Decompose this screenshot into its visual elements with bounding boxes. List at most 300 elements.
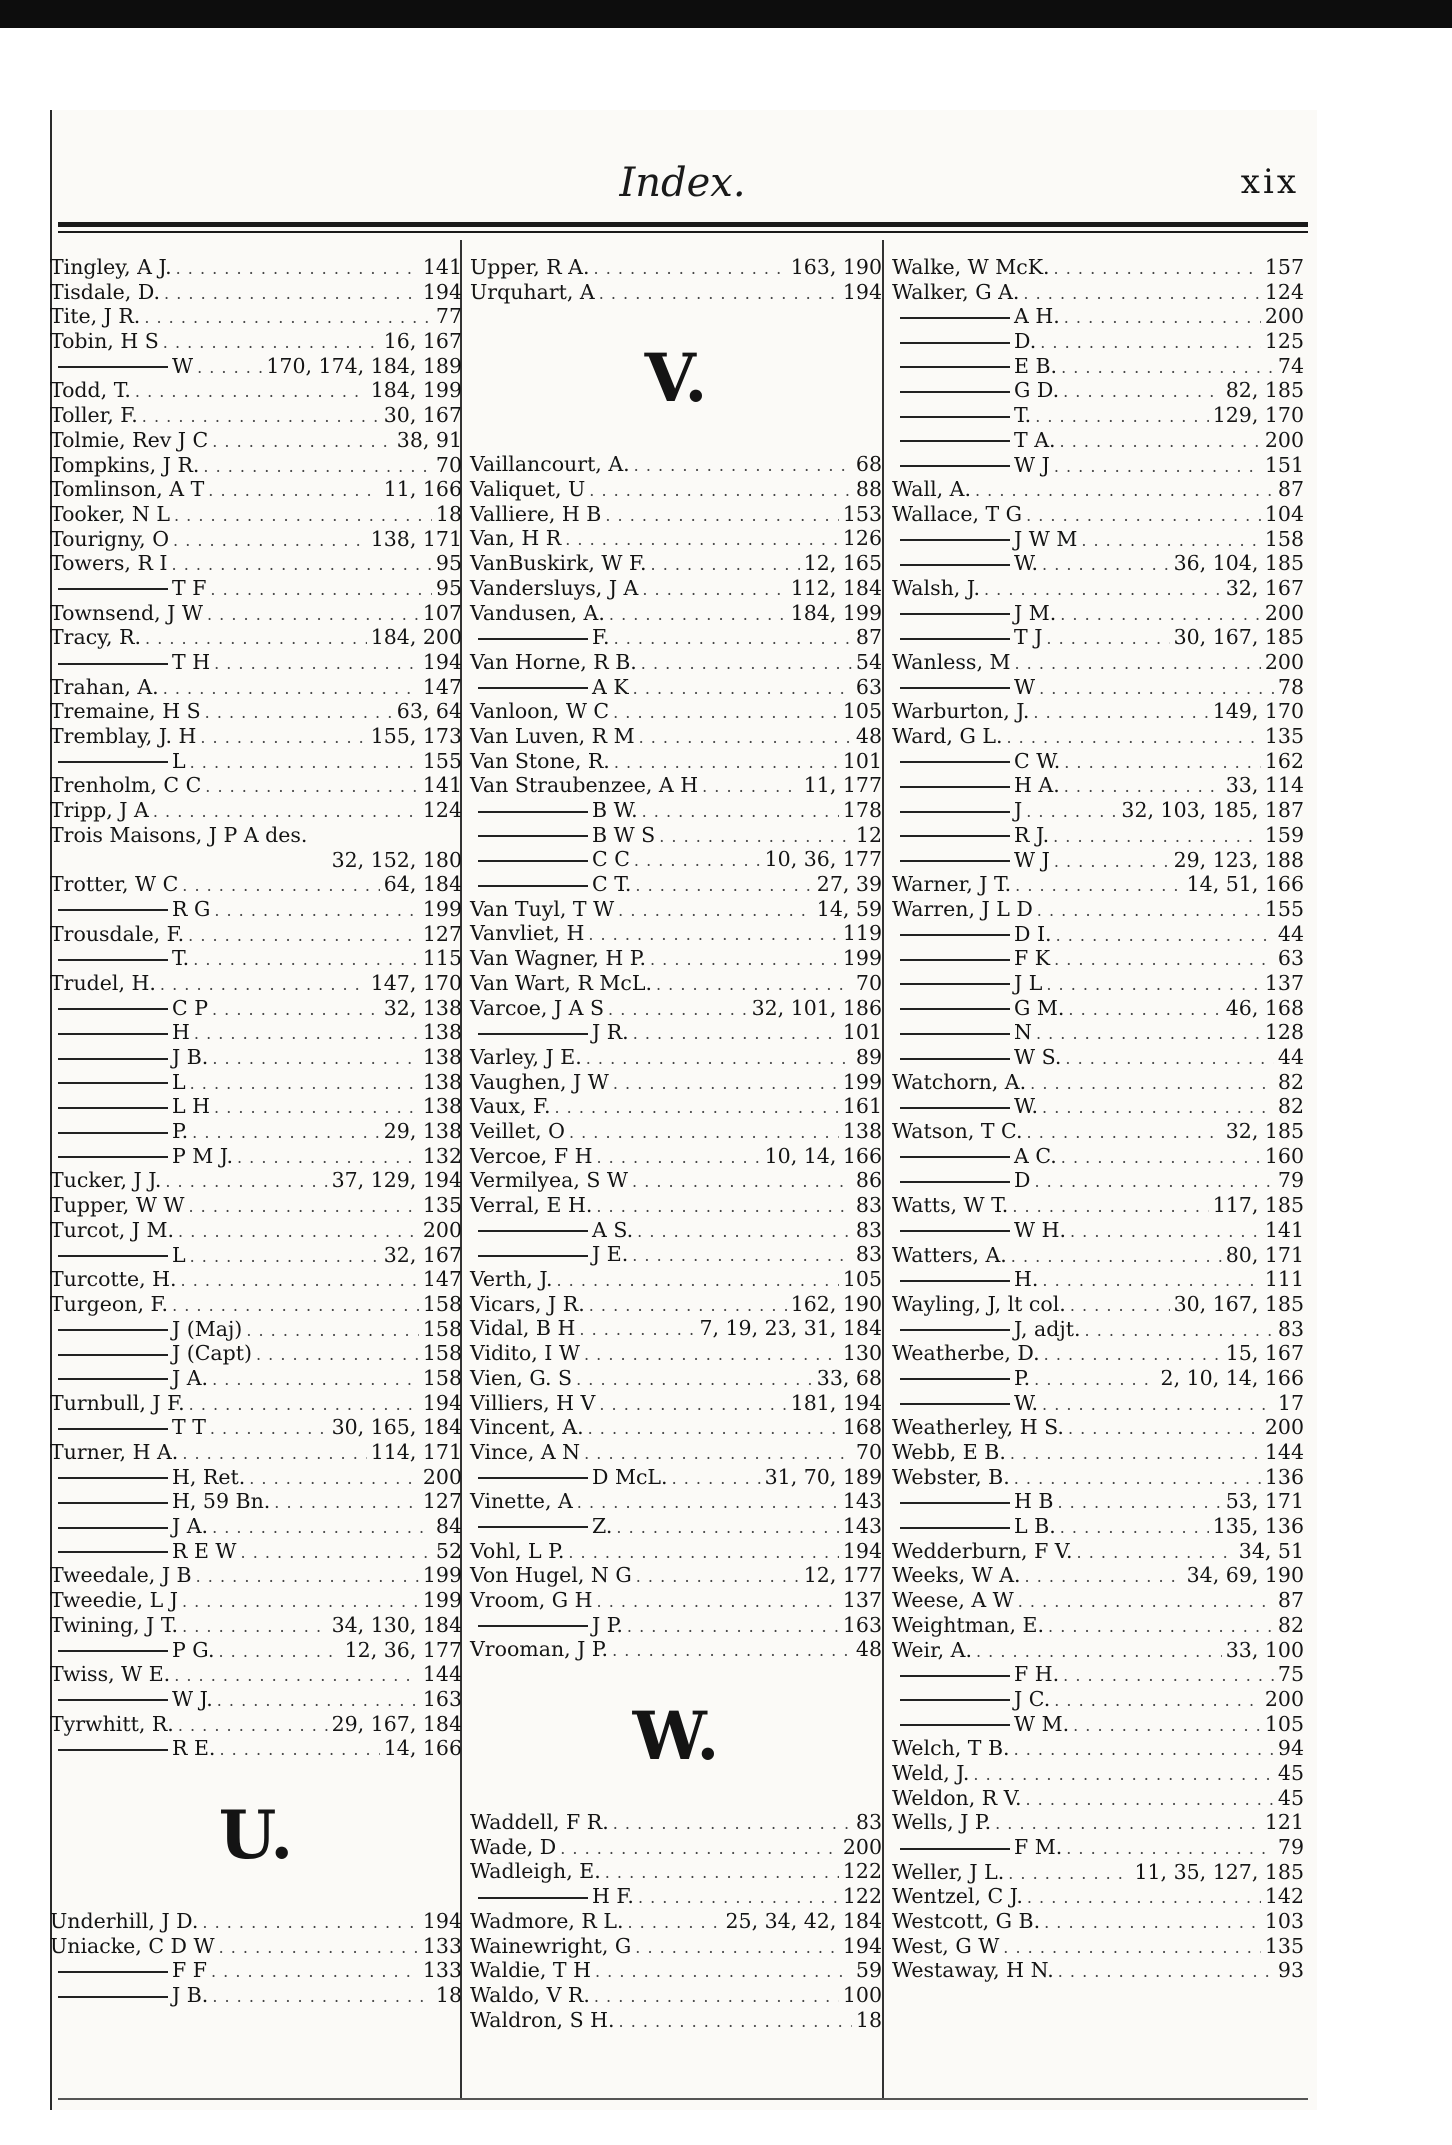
entry-pages: 70 (435, 452, 462, 477)
leader-dots (174, 1664, 419, 1689)
index-entry (470, 1242, 882, 1267)
entry-pages: 64, 184 (383, 872, 462, 897)
index-entry (470, 1316, 882, 1341)
index-entry (892, 675, 1304, 700)
index-entry (50, 551, 462, 576)
leader-dots (1034, 1170, 1273, 1195)
entry-name: A K (592, 674, 629, 699)
leader-dots (189, 1393, 419, 1418)
entry-pages: 147, 170 (370, 970, 462, 995)
leader-dots (1064, 775, 1222, 800)
entry-name: Vroom, G H (470, 1588, 593, 1612)
entry-pages: 184, 199 (370, 378, 462, 403)
ditto-dash (900, 1378, 1010, 1380)
index-entry (470, 749, 882, 774)
entry-pages: 77 (435, 304, 462, 329)
entry-pages: 127 (422, 921, 462, 946)
index-entry (470, 1144, 882, 1169)
leader-dots (569, 1121, 839, 1146)
entry-pages: 199 (842, 1069, 882, 1094)
ditto-dash (58, 1551, 168, 1553)
leader-dots (172, 1294, 419, 1319)
entry-name: Wainewright, G (470, 1933, 632, 1958)
entry-name: Tremaine, H S (50, 699, 201, 724)
ditto-dash (900, 416, 1010, 418)
entry-name: L (172, 748, 186, 773)
index-entry (50, 354, 462, 379)
leader-dots (193, 948, 419, 973)
entry-pages: 82, 185 (1225, 378, 1304, 403)
entry-pages: 17 (1277, 1390, 1304, 1415)
entry-name: Villiers, H V (470, 1390, 596, 1415)
index-entry (892, 897, 1304, 922)
entry-name: Vohl, L P. (470, 1538, 565, 1563)
leader-dots (976, 1640, 1222, 1665)
header-rule-thick (58, 222, 1308, 227)
ditto-dash (900, 539, 1010, 541)
leader-dots (1053, 825, 1261, 850)
ditto-dash (900, 613, 1010, 615)
entry-pages: 161 (842, 1094, 882, 1119)
entry-pages: 155 (1264, 896, 1304, 921)
leader-dots (1034, 1368, 1156, 1393)
leader-dots (634, 454, 852, 479)
entry-name: Watson, T C. (892, 1119, 1023, 1144)
entry-name: Turcotte, H. (50, 1267, 177, 1292)
entry-name: F F (172, 1958, 207, 1983)
entry-pages: 86 (855, 1168, 882, 1193)
entry-name: J (Maj) (172, 1316, 243, 1341)
index-entry (892, 1243, 1304, 1268)
leader-dots (627, 1911, 721, 1936)
entry-pages: 12, 165 (803, 551, 882, 576)
leader-dots (153, 800, 419, 825)
entry-pages: 194 (842, 1933, 882, 1958)
ditto-dash (58, 1156, 168, 1158)
ditto-dash (900, 1156, 1010, 1158)
entry-name: P G. (172, 1637, 215, 1662)
entry-pages: 30, 167, 185 (1173, 1291, 1304, 1316)
ditto-dash (900, 934, 1010, 936)
leader-dots (274, 1491, 419, 1516)
index-entry (892, 724, 1304, 749)
entry-name: Valliere, H B (470, 501, 602, 526)
entry-pages: 37, 129, 194 (331, 1168, 462, 1193)
index-entry (892, 1415, 1304, 1440)
entry-name: W (172, 353, 194, 378)
entry-pages: 63 (855, 674, 882, 699)
entry-name: Todd, T. (50, 378, 131, 403)
index-entry (50, 1366, 462, 1391)
index-entry (50, 1514, 462, 1539)
entry-pages: 103 (1264, 1909, 1304, 1934)
entry-pages: 63 (1277, 946, 1304, 971)
entry-name: Weldon, R V. (892, 1785, 1022, 1810)
index-entry (50, 1958, 462, 1983)
ditto-dash (58, 1082, 168, 1084)
leader-dots (595, 1960, 852, 1985)
entry-name: Vandusen, A. (470, 600, 605, 625)
leader-dots (1044, 1343, 1222, 1368)
leader-dots (560, 1837, 839, 1862)
leader-dots (1023, 282, 1260, 307)
entry-pages: 78 (1277, 674, 1304, 699)
entry-name: D. (1014, 329, 1037, 354)
entry-pages: 129, 170 (1212, 403, 1304, 428)
index-entry (470, 971, 882, 996)
index-entry (470, 477, 882, 502)
entry-name: Tolmie, Rev J C (50, 427, 209, 452)
index-entry (470, 897, 882, 922)
leader-dots (1015, 874, 1182, 899)
index-column-3 (892, 255, 1304, 1983)
index-entry (892, 304, 1304, 329)
leader-dots (164, 282, 419, 307)
entry-pages: 159 (1264, 822, 1304, 847)
leader-dots (1085, 1319, 1274, 1344)
index-entry (470, 996, 882, 1021)
entry-name: Tompkins, J R. (50, 452, 200, 477)
index-entry (892, 255, 1304, 280)
entry-pages: 70 (855, 1439, 882, 1464)
index-entry (470, 1366, 882, 1391)
entry-pages: 53, 171 (1225, 1489, 1304, 1514)
entry-name: Van Tuyl, T W (470, 896, 615, 921)
entry-pages: 200 (1264, 427, 1304, 452)
entry-name: J W M (1014, 526, 1078, 551)
leader-dots (1046, 973, 1261, 998)
entry-pages: 32, 138 (383, 995, 462, 1020)
leader-dots (641, 652, 852, 677)
entry-pages: 33, 100 (1225, 1637, 1304, 1662)
entry-pages: 158 (1264, 526, 1304, 551)
leader-dots (1070, 1220, 1261, 1245)
leader-dots (165, 1170, 327, 1195)
entry-name: Walker, G A. (892, 279, 1020, 304)
entry-pages: 101 (842, 748, 882, 773)
entry-pages: 119 (842, 921, 882, 946)
index-entry (892, 650, 1304, 675)
ditto-dash (900, 1230, 1010, 1232)
entry-pages: 15, 167 (1225, 1341, 1304, 1366)
ditto-dash (58, 1008, 168, 1010)
entry-pages: 70 (855, 970, 882, 995)
entry-pages: 25, 34, 42, 184 (725, 1908, 882, 1933)
leader-dots (656, 973, 852, 998)
entry-name: Watts, W T. (892, 1193, 1009, 1218)
entry-name: Warren, J L D (892, 896, 1033, 921)
ditto-dash (900, 860, 1010, 862)
entry-name: E B. (1014, 353, 1058, 378)
entry-name: D (1014, 1168, 1031, 1193)
entry-pages: 75 (1277, 1662, 1304, 1687)
entry-pages: 27, 39 (816, 872, 882, 897)
leader-dots (1077, 1541, 1235, 1566)
leader-dots (190, 751, 419, 776)
leader-dots (173, 529, 367, 554)
entry-name: Turnbull, J F. (50, 1390, 185, 1415)
index-entry (892, 1563, 1304, 1588)
index-entry (470, 1909, 882, 1934)
entry-name: Z. (592, 1513, 613, 1538)
entry-name: Underhill, J D. (50, 1908, 199, 1933)
ditto-dash (58, 1502, 168, 1504)
entry-pages: 52 (435, 1538, 462, 1563)
index-entry (892, 428, 1304, 453)
entry-pages: 34, 69, 190 (1186, 1563, 1304, 1588)
leader-dots (144, 306, 432, 331)
index-entry (892, 749, 1304, 774)
leader-dots (196, 1565, 419, 1590)
index-entry (50, 1341, 462, 1366)
index-entry (50, 724, 462, 749)
leader-dots (1044, 1911, 1261, 1936)
entry-pages: 82 (1277, 1094, 1304, 1119)
entry-name: R E. (172, 1736, 216, 1761)
entry-pages: 181, 194 (790, 1390, 882, 1415)
entry-pages: 151 (1264, 452, 1304, 477)
entry-pages: 18 (435, 1983, 462, 2007)
leader-dots (135, 380, 367, 405)
leader-dots (642, 800, 839, 825)
entry-name: N (1014, 1020, 1032, 1045)
leader-dots (975, 479, 1274, 504)
entry-pages: 87 (1277, 477, 1304, 502)
entry-pages: 200 (1264, 600, 1304, 625)
index-entry (50, 280, 462, 305)
entry-name: Tripp, J A (50, 798, 149, 823)
leader-dots (619, 2010, 852, 2035)
ditto-dash (58, 1354, 168, 1356)
ditto-dash (900, 811, 1010, 813)
entry-pages: 29, 123, 188 (1173, 847, 1304, 872)
leader-dots (577, 1491, 839, 1516)
entry-pages: 143 (842, 1513, 882, 1538)
entry-pages: 141 (1264, 1217, 1304, 1242)
index-entry (892, 1539, 1304, 1564)
entry-pages: 200 (1264, 650, 1304, 674)
leader-dots (605, 1861, 839, 1886)
index-entry (892, 453, 1304, 478)
entry-pages: 162 (1264, 748, 1304, 773)
ditto-dash (900, 1058, 1010, 1060)
ditto-dash (900, 687, 1010, 689)
entry-pages: 194 (422, 279, 462, 304)
entry-name: J A. (172, 1365, 209, 1390)
leader-dots (609, 603, 787, 628)
entry-pages: 32, 167 (1225, 575, 1304, 600)
leader-dots (1011, 1245, 1222, 1270)
entry-pages: 143 (842, 1489, 882, 1514)
index-entry (470, 1218, 882, 1243)
entry-name: Wayling, J, lt col. (892, 1291, 1066, 1316)
leader-dots (1037, 899, 1261, 924)
ditto-dash (58, 1132, 168, 1134)
ditto-dash (58, 1428, 168, 1430)
entry-name: C T. (592, 872, 632, 897)
leader-dots (599, 282, 839, 307)
leader-dots (1070, 1294, 1170, 1319)
leader-dots (1012, 1195, 1208, 1220)
entry-pages: 105 (1264, 1711, 1304, 1736)
index-entry (470, 1267, 882, 1292)
leader-dots (1061, 1146, 1261, 1171)
entry-name: G D. (1014, 378, 1060, 403)
entry-name: B W S (592, 822, 656, 847)
leader-dots (632, 1244, 852, 1269)
entry-name: T. (1014, 403, 1032, 428)
index-entry (470, 1810, 882, 1835)
index-entry (50, 1267, 462, 1292)
entry-name: Verral, E H. (470, 1193, 593, 1217)
ditto-dash (478, 1477, 588, 1479)
entry-name: A S. (592, 1217, 634, 1242)
entry-name: H B (1014, 1489, 1054, 1514)
entry-pages: 29, 138 (383, 1119, 462, 1144)
entry-name: Webster, B. (892, 1464, 1010, 1489)
leader-dots (178, 1220, 419, 1245)
leader-dots (1026, 800, 1117, 825)
entry-pages: 138 (422, 1045, 462, 1069)
index-entry (470, 576, 882, 601)
entry-name: Turcot, J M. (50, 1217, 175, 1242)
leader-dots (1063, 1664, 1274, 1689)
index-entry (892, 1070, 1304, 1095)
index-entry (50, 650, 462, 675)
index-entry (50, 1539, 462, 1564)
entry-name: P. (1014, 1365, 1031, 1390)
entry-name: J C. (1014, 1686, 1051, 1711)
index-entry (892, 798, 1304, 823)
ditto-dash (58, 1477, 168, 1479)
entry-name: J M. (1014, 600, 1057, 625)
ditto-dash (58, 588, 168, 590)
leader-dots (163, 677, 419, 702)
entry-name: Vincent, A. (470, 1415, 584, 1440)
entry-pages: 163 (422, 1686, 462, 1711)
index-entry (470, 847, 882, 872)
entry-pages: 12, 36, 177 (344, 1637, 462, 1662)
index-entry (892, 773, 1304, 798)
ditto-dash (58, 366, 168, 368)
leader-dots (605, 504, 838, 529)
page-header (60, 160, 1305, 210)
entry-pages: 125 (1264, 329, 1304, 354)
index-entry (892, 1934, 1304, 1959)
index-entry (470, 921, 882, 946)
ditto-dash (900, 1280, 1010, 1282)
footer-rule (58, 2098, 1308, 2100)
index-entry (50, 1983, 462, 2008)
entry-name: Westaway, H N. (892, 1958, 1054, 1983)
column-divider (882, 240, 884, 2100)
entry-pages: 12 (855, 822, 882, 847)
index-entry (50, 922, 462, 947)
ditto-dash (900, 983, 1010, 985)
index-entry (892, 699, 1304, 724)
index-entry (470, 1859, 882, 1884)
leader-dots (210, 578, 431, 603)
ditto-dash (900, 1403, 1010, 1405)
index-entry (50, 378, 462, 403)
index-entry (892, 1588, 1304, 1613)
entry-name: Von Hugel, N G (470, 1563, 632, 1588)
entry-pages: 101 (842, 1020, 882, 1045)
leader-dots (635, 1936, 839, 1961)
index-entry (50, 971, 462, 996)
leader-dots (1054, 1689, 1261, 1714)
entry-name: Van Horne, R B. (470, 649, 637, 674)
entry-name: Vidito, I W (470, 1341, 580, 1366)
entry-name: Turgeon, F. (50, 1291, 169, 1316)
entry-pages: 194 (842, 279, 882, 304)
index-entry (50, 255, 462, 280)
leader-dots (1081, 529, 1261, 554)
leader-dots (219, 1738, 379, 1763)
leader-dots (1014, 652, 1260, 677)
entry-pages: 170, 174, 184, 189 (266, 353, 462, 378)
entry-name: Tupper, W W (50, 1193, 185, 1218)
index-entry (50, 527, 462, 552)
index-entry (50, 1415, 462, 1440)
entry-pages: 133 (422, 1933, 462, 1958)
leader-dots (614, 627, 852, 652)
index-entry (892, 1638, 1304, 1663)
entry-pages: 138 (422, 1020, 462, 1045)
entry-name: Turner, H A. (50, 1440, 179, 1464)
index-entry (470, 1341, 882, 1366)
entry-name: W J (1014, 847, 1050, 872)
entry-pages: 33, 114 (1225, 773, 1304, 798)
entry-name: Tremblay, J. H (50, 724, 197, 749)
entry-pages: 162, 190 (790, 1291, 882, 1316)
index-entry (50, 329, 462, 354)
entry-pages: 147 (422, 1267, 462, 1292)
leader-dots (1054, 850, 1170, 875)
leader-dots (1073, 1714, 1261, 1739)
index-entry (470, 1637, 882, 1662)
entry-name: Vanvliet, H (470, 921, 585, 946)
index-entry (50, 1168, 462, 1193)
leader-dots (190, 1245, 380, 1270)
entry-name: W J. (172, 1686, 213, 1711)
leader-dots (190, 1072, 419, 1097)
leader-dots (1042, 1096, 1274, 1121)
entry-name: L (172, 1069, 186, 1094)
entry-pages: 194 (422, 1908, 462, 1933)
ditto-dash (900, 1033, 1010, 1035)
index-entry (892, 1687, 1304, 1712)
entry-name: Upper, R A. (470, 255, 590, 279)
index-entry (470, 1934, 882, 1959)
entry-name: H F. (592, 1884, 634, 1909)
entry-name: Van Straubenzee, A H (470, 773, 699, 798)
index-entry (50, 1144, 462, 1169)
entry-pages: 141 (422, 255, 462, 279)
entry-name: L B. (1014, 1514, 1056, 1539)
entry-name: Welch, T B. (892, 1736, 1010, 1761)
entry-pages: 184, 200 (370, 625, 462, 650)
ditto-dash (900, 317, 1010, 319)
index-entry (50, 897, 462, 922)
leader-dots (194, 1022, 419, 1047)
leader-dots (1027, 1121, 1222, 1146)
index-entry (470, 1835, 882, 1860)
ditto-dash (58, 663, 168, 665)
leader-dots (188, 924, 419, 949)
entry-pages: 16, 167 (383, 329, 462, 354)
leader-dots (608, 998, 748, 1023)
